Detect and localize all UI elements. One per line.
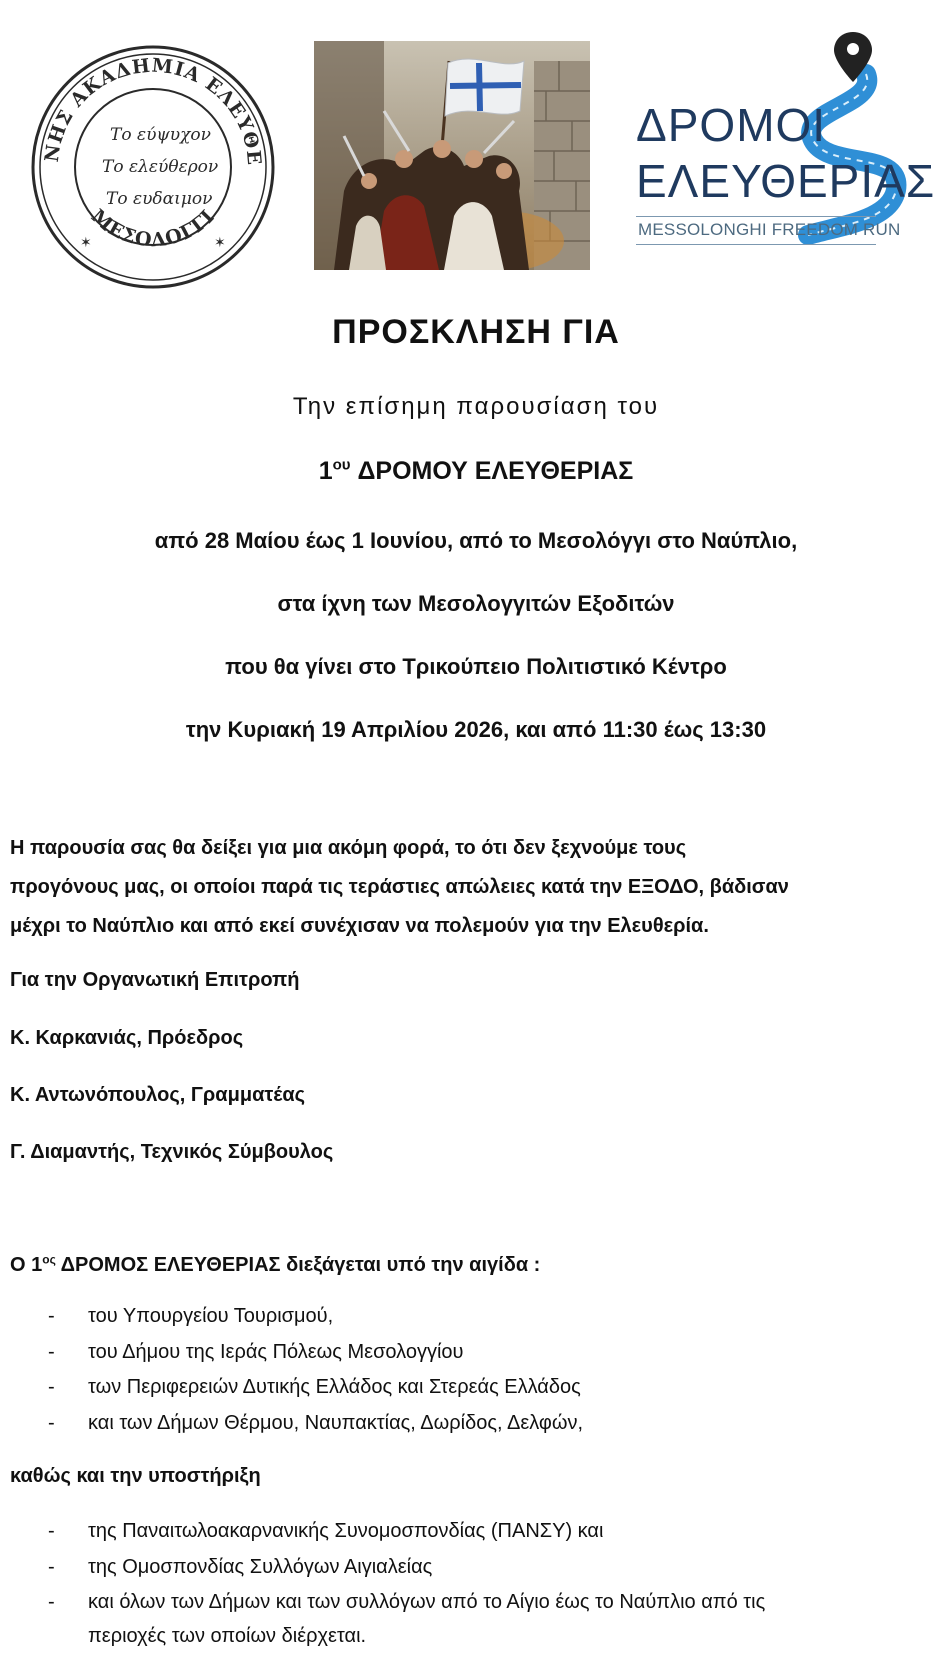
list-dash: - (48, 1412, 55, 1434)
auspices-prefix: Ο 1 (10, 1254, 43, 1276)
academy-seal-logo (28, 42, 278, 292)
run-logo-line1: ΔΡΟΜΟΙ (636, 99, 827, 151)
seal-ring-top-text: ΝΗΣ ΑΚΑΔΗΜΙΑ ΕΛΕΥΘΕ (40, 54, 266, 167)
seal-graphic (28, 42, 278, 292)
auspices-suffix: ος (42, 1252, 56, 1267)
seal-star-left-icon: ✶ (80, 234, 92, 250)
support-item (48, 1556, 928, 1580)
auspices-item-text: του Υπουργείου Τουρισμού, (88, 1305, 334, 1327)
support-item (48, 1591, 928, 1615)
event-number-suffix: ου (332, 456, 351, 474)
seal-ring-bottom-text: ΜΕΣΟΛΟΓΓΙ (86, 205, 220, 252)
auspices-item (48, 1412, 928, 1436)
seal-inner-line-1: Το εύψυχον (110, 125, 211, 145)
event-number: 1 (318, 457, 333, 485)
seal-inner-line-3: Το ευδαιμον (106, 189, 213, 209)
auspices-heading-text: ΔΡΟΜΟΣ ΕΛΕΥΘΕΡΙΑΣ διεξάγεται υπό την αιγίδα : (55, 1254, 541, 1276)
invitation-title: ΠΡΟΣΚΛΗΣΗ ΓΙΑ (332, 313, 620, 351)
auspices-item-text: του Δήμου της Ιεράς Πόλεως Μεσολογγίου (88, 1341, 464, 1363)
committee-heading: Για την Οργανωτική Επιτροπή (10, 969, 300, 991)
committee-member-technical-advisor: Γ. Διαμαντής, Τεχνικός Σύμβουλος (10, 1141, 334, 1163)
support-item-text: και όλων των Δήμων και των συλλόγων από το Αίγιο έως το Ναύπλιο από τις (88, 1591, 766, 1613)
run-logo-rule-bottom (636, 244, 876, 245)
auspices-heading (10, 1254, 540, 1277)
list-dash: - (48, 1591, 55, 1613)
event-name-heading (0, 457, 952, 486)
run-logo-rule-top (636, 216, 876, 217)
auspices-item (48, 1376, 928, 1400)
list-dash: - (48, 1556, 55, 1578)
seal-inner-line-2: Το ελεύθερον (102, 157, 219, 177)
message-line-1: Η παρουσία σας θα δείξει για μια ακόμη φορά, το ότι δεν ξεχνούμε τους (10, 837, 687, 859)
historic-painting-image (314, 41, 590, 270)
list-dash: - (48, 1520, 55, 1542)
auspices-item-text: και των Δήμων Θέρμου, Ναυπακτίας, Δωρίδος, Δελφών, (88, 1412, 584, 1434)
support-heading: καθώς και την υποστήριξη (10, 1465, 261, 1487)
message-line-3: μέχρι το Ναύπλιο και από εκεί συνέχισαν να πολεμούν για την Ελευθερία. (10, 915, 709, 937)
list-dash: - (48, 1305, 55, 1327)
support-item-text: της Παναιτωλοακαρνανικής Συνομοσπονδίας (ΠΑΝΣΥ) και (88, 1520, 604, 1542)
list-dash: - (48, 1341, 55, 1363)
list-dash: - (48, 1376, 55, 1398)
message-paragraph (10, 829, 940, 946)
support-item-continuation: περιοχές των οποίων διέρχεται. (88, 1625, 367, 1647)
event-venue-line: που θα γίνει στο Τρικούπειο Πολιτιστικό Κέντρο (225, 654, 727, 679)
auspices-item (48, 1305, 928, 1329)
run-logo-line2: ΕΛΕΥΘΕΡΙΑΣ (636, 155, 936, 207)
event-route-line: στα ίχνη των Μεσολογγιτών Εξοδιτών (277, 591, 675, 616)
auspices-item (48, 1341, 928, 1365)
committee-member-president: Κ. Καρκανιάς, Πρόεδρος (10, 1027, 244, 1049)
event-time-line: την Κυριακή 19 Απριλίου 2026, και από 11:30 έως 13:30 (185, 717, 767, 742)
event-name: ΔΡΟΜΟΥ ΕΛΕΥΘΕΡΙΑΣ (357, 457, 634, 485)
run-logo-tagline: MESSOLONGHI FREEDOM RUN (638, 220, 901, 239)
painting-graphic (314, 41, 590, 270)
freedom-run-logo (628, 30, 936, 262)
message-line-2: προγόνους μας, οι οποίοι παρά τις τεράστιες απώλειες κατά την ΕΞΟΔΟ, βάδισαν (10, 876, 789, 898)
invitation-subtitle: Την επίσημη παρουσίαση του (292, 393, 660, 420)
svg-text:ΜΕΣΟΛΟΓΓΙ (87, 205, 219, 251)
support-item (48, 1520, 928, 1544)
committee-member-secretary: Κ. Αντωνόπουλος, Γραμματέας (10, 1084, 306, 1106)
event-dates-line: από 28 Μαίου έως 1 Ιουνίου, από το Μεσολόγγι στο Ναύπλιο, (154, 528, 798, 553)
auspices-item-text: των Περιφερειών Δυτικής Ελλάδος και Στερεάς Ελλάδος (88, 1376, 581, 1398)
support-item-text: της Ομοσπονδίας Συλλόγων Αιγιαλείας (88, 1556, 433, 1578)
seal-star-right-icon: ✶ (214, 234, 226, 250)
